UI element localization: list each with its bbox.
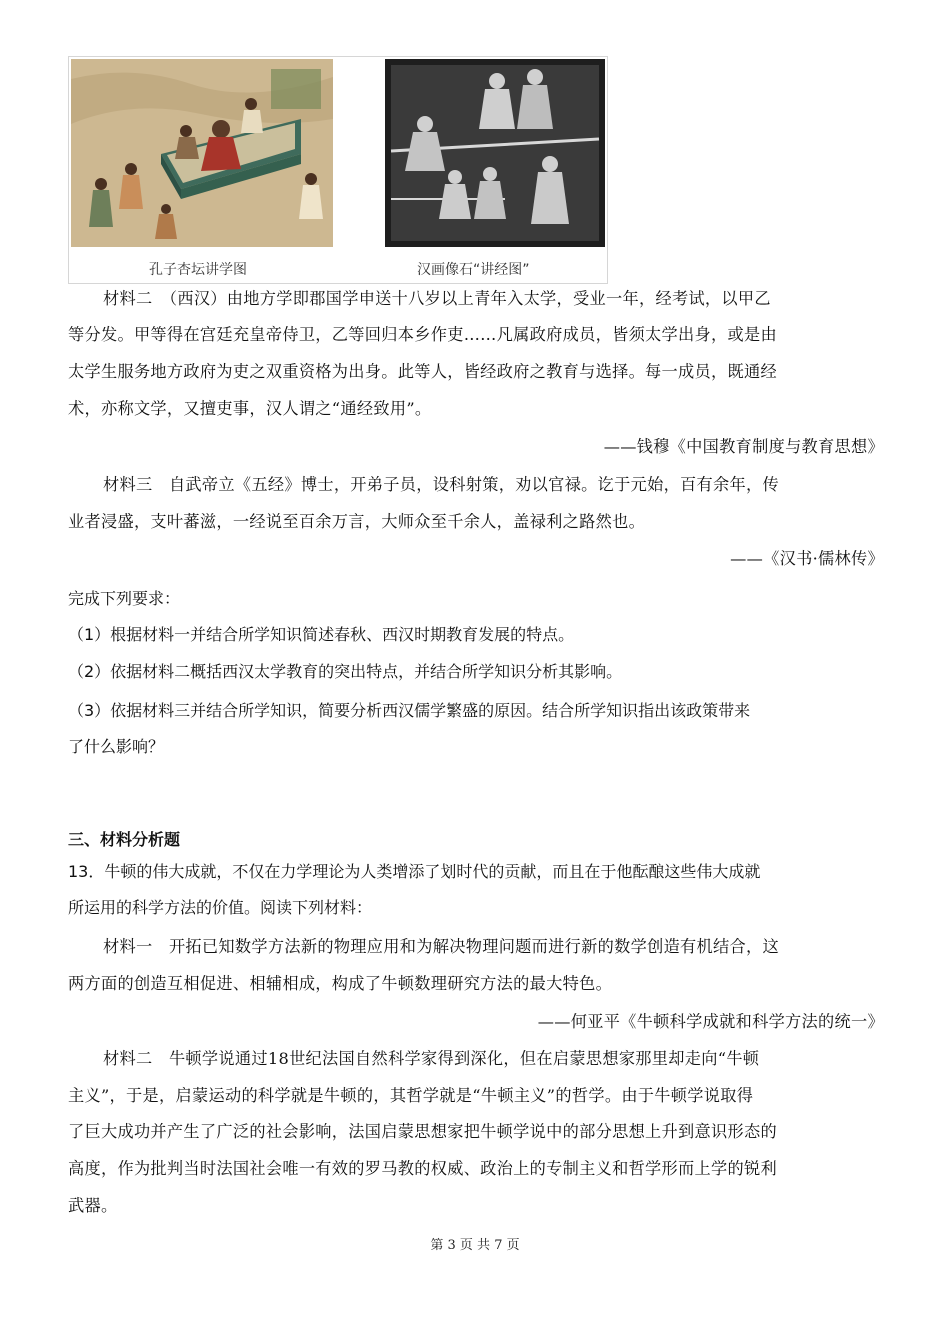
page-number-footer: 第 3 页 共 7 页: [430, 1238, 520, 1253]
material2-line-3: 太学生服务地方政府为吏之双重资格为出身。此等人，皆经政府之教育与选择。每一成员，既通经: [68, 362, 777, 381]
task-item-1: （1）根据材料一并结合所学知识简述春秋、西汉时期教育发展的特点。: [68, 625, 575, 644]
task-item-2: （2）依据材料二概括西汉太学教育的突出特点，并结合所学知识分析其影响。: [68, 662, 623, 681]
figure-caption-right: 汉画像石“讲经图”: [417, 262, 530, 278]
han-stone-relief-svg: [385, 59, 605, 247]
q13-material1-line-1: 材料一 开拓已知数学方法新的物理应用和为解决物理问题而进行新的数学创造有机结合，这: [103, 937, 779, 956]
question-13-line-2: 所运用的科学方法的价值。阅读下列材料：: [68, 898, 373, 917]
section-heading: 三、材料分析题: [68, 830, 181, 849]
material2-line-2: 等分发。甲等得在宫廷充皇帝侍卫，乙等回归本乡作吏……凡属政府成员，皆须太学出身，或是由: [68, 325, 777, 344]
confucius-teaching-painting-svg: [71, 59, 333, 247]
han-stone-relief-image: [385, 59, 605, 247]
illustration-figure: [68, 56, 608, 284]
material3-line-2: 业者浸盛，支叶蕃滋，一经说至百余万言，大师众至千余人，盖禄利之路然也。: [68, 512, 646, 531]
material2-source: ——钱穆《中国教育制度与教育思想》: [603, 437, 884, 456]
material3-source: ——《汉书·儒林传》: [730, 549, 884, 568]
task-item-3: （3）依据材料三并结合所学知识，简要分析西汉儒学繁盛的原因。结合所学知识指出该政策带来: [68, 701, 751, 720]
question-13-line-1: 13．牛顿的伟大成就，不仅在力学理论为人类增添了划时代的贡献，而且在于他酝酿这些伟大成就: [68, 862, 761, 881]
confucius-teaching-painting-image: [71, 59, 333, 247]
q13-material2-line-5: 武器。: [68, 1196, 118, 1215]
q13-material2-line-3: 了巨大成功并产生了广泛的社会影响，法国启蒙思想家把牛顿学说中的部分思想上升到意识形态的: [68, 1122, 777, 1141]
material2-line-1: 材料二 （西汉）由地方学即郡国学申送十八岁以上青年入太学，受业一年，经考试，以甲乙: [103, 289, 771, 308]
q13-material2-line-4: 高度，作为批判当时法国社会唯一有效的罗马教的权威、政治上的专制主义和哲学形而上学的锐利: [68, 1159, 777, 1178]
q13-material2-line-2: 主义”，于是，启蒙运动的科学就是牛顿的，其哲学就是“牛顿主义”的哲学。由于牛顿学说取得: [68, 1086, 754, 1105]
q13-material2-line-1: 材料二 牛顿学说通过18世纪法国自然科学家得到深化，但在启蒙思想家那里却走向“牛顿: [103, 1049, 760, 1068]
tasks-intro: 完成下列要求：: [68, 589, 181, 608]
task-item-3-continued: 了什么影响？: [68, 737, 165, 756]
figure-caption-left: 孔子杏坛讲学图: [149, 262, 247, 278]
q13-material1-line-2: 两方面的创造互相促进、相辅相成，构成了牛顿数理研究方法的最大特色。: [68, 974, 613, 993]
material3-line-1: 材料三 自武帝立《五经》博士，开弟子员，设科射策，劝以官禄。讫于元始，百有余年，传: [103, 475, 779, 494]
q13-material1-source: ——何亚平《牛顿科学成就和科学方法的统一》: [537, 1012, 884, 1031]
material2-line-4: 术，亦称文学，又擅吏事，汉人谓之“通经致用”。: [68, 399, 432, 418]
